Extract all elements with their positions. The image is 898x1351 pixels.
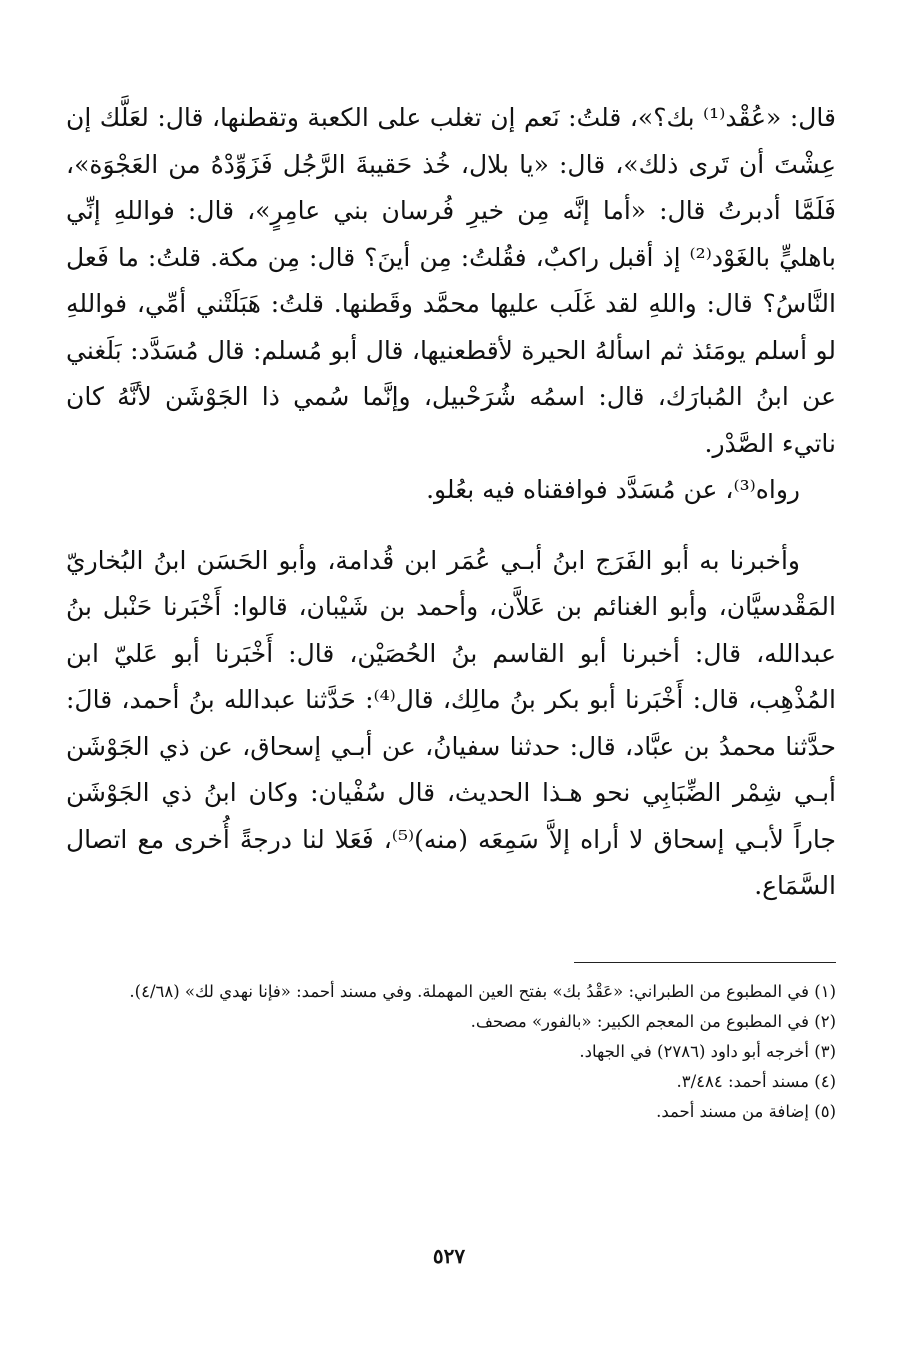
footnote-divider <box>574 962 836 963</box>
footnote-5: (٥) إضافة من مسند أحمد. <box>656 1101 836 1121</box>
footnote-1: (١) في المطبوع من الطبراني: «عَقْدُ بك» بفتح العين المهملة. وفي مسند أحمد: «فإنا نهدي لك» (٤/٦٨). <box>129 981 836 1001</box>
page-number: ٥٢٧ <box>432 1244 466 1268</box>
paragraph-isnad: وأخبرنا به أبو الفَرَج ابنُ أبـي عُمَر ابن قُدامة، وأبو الحَسَن ابنُ البُخاريّ المَقْدسيَّان، وأبو الغنائم بن عَلاَّن، وأحمد بن شَيْبان، قالوا: أَخْبَرنا حَنْبل بنُ عبدالله، قال: أخبرنا أبو القاسم بنُ الحُصَيْن، قال: أَخْبَرنا أبو عَليّ ابن المُذْهِب، قال: أَخْبَرنا أبو بكر بنُ مالِك، قال⁽⁴⁾: حَدَّثنا عبدالله بنُ أحمد، قالَ: حدَّثنا محمدُ بن عبَّاد، قال: حدثنا سفيانُ، عن أبـي إسحاق، عن ذي الجَوْشَن أبـي شِمْر الضِّبَابِي نحو هـذا الحديث، قال سُفْيان: وكان ابنُ ذي الجَوْشَن جاراً لأبـي إسحاق لا أراه إلاَّ سَمِعَه (منه)⁽⁵⁾، فَعَلا لنا درجةً أُخرى مع اتصال السَّمَاع. <box>66 545 837 900</box>
body-text <box>66 95 836 910</box>
footnote-2: (٢) في المطبوع من المعجم الكبير: «بالفور» مصحف. <box>470 1011 836 1031</box>
footnote-4: (٤) مسند أحمد: ٣/٤٨٤. <box>676 1071 836 1091</box>
footnote-3: (٣) أخرجه أبو داود (٢٧٨٦) في الجهاد. <box>579 1041 836 1061</box>
paragraph-narration: قال: «عُقْد⁽¹⁾ بك؟»، قلتُ: نَعم إن تغلب على الكعبة وتقطنها، قال: لعَلَّك إن عِشْتَ أن تَرى ذلك»، قال: «يا بلال، خُذ حَقيبةَ الرَّجُل فَزَوِّدْهُ من العَجْوَة»، فَلَمَّا أدبرتُ قال: «أما إنَّه مِن خيرِ فُرسان بني عامِرٍ»، قال: فواللهِ إنِّي باهليٍّ بالغَوْد⁽²⁾ إذ أقبل راكبٌ، فقُلتُ: مِن أينَ؟ قال: مِن مكة. قلتُ: ما فَعل النَّاسُ؟ قال: واللهِ لقد غَلَب عليها محمَّد وقَطنها. قلتُ: هَبَلَتْني أمِّي، فواللهِ لو أسلم يومَئذ ثم اسألهُ الحيرة لأقطعنيها، قال أبو مُسلم: قال مُسَدَّد: بَلَغني عن ابنُ المُبارَك، قال: اسمُه شُرَحْبيل، وإنَّما سُمي ذا الجَوْشَن لأنَّهُ كان ناتيء الصَّدْر. <box>66 103 836 458</box>
paragraph-riwaya: رواه⁽³⁾، عن مُسَدَّد فوافقناه فيه بعُلو. <box>426 475 800 504</box>
footnotes <box>66 977 836 1127</box>
